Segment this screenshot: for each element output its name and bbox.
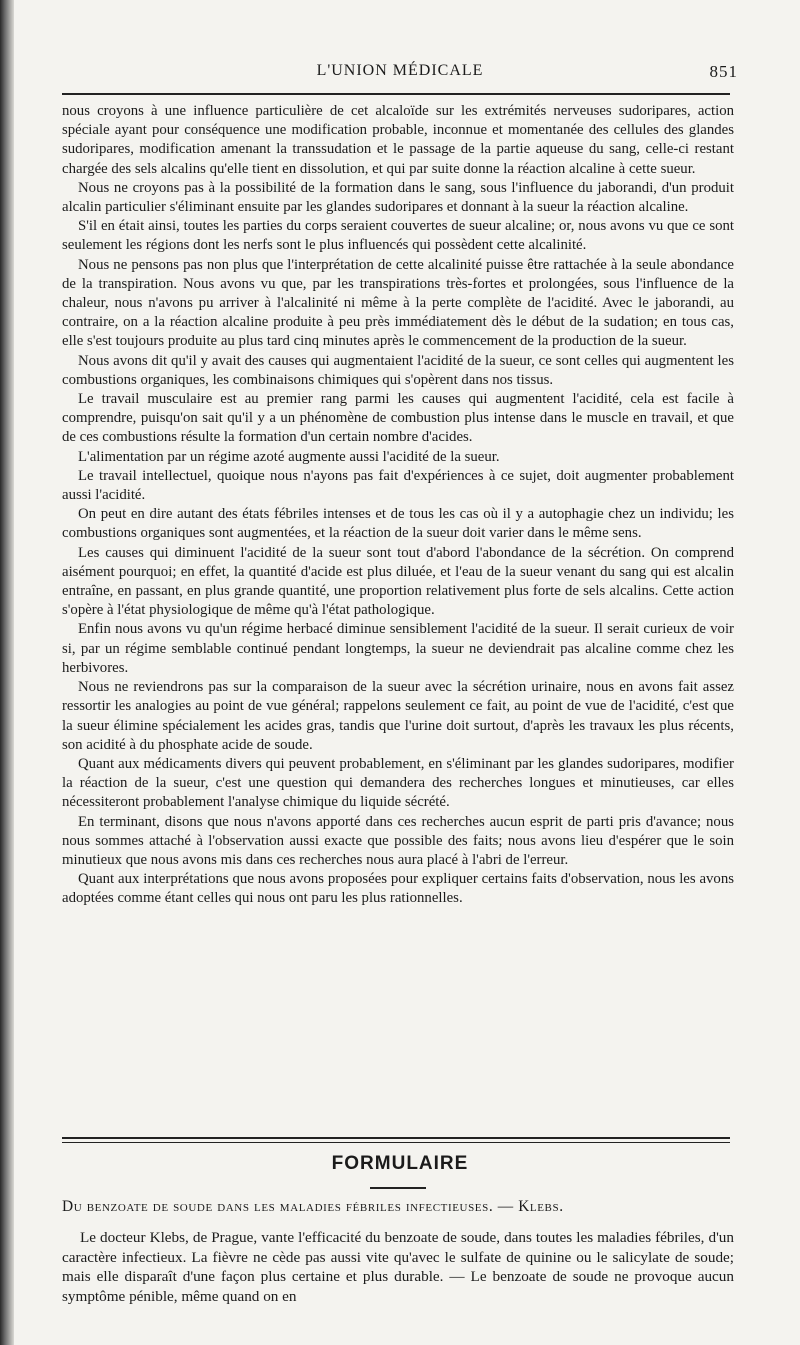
section-divider [62, 1137, 730, 1143]
paragraph: Nous ne pensons pas non plus que l'interprétation de cette alcalinité puisse être rattachée à la seule abondance de la transpiration. Nous avons vu que, par les transpirations très-fortes et prolongées, sous l'influence de la chaleur, nous n'avons pu arriver à l'alcalinité ni même à la perte complète de l'acidité. Avec le jaborandi, au contraire, on a la réaction alcaline produite à peu près immédiatement dès le début de la sudation; en tous cas, elle s'est toujours produite au plus tard cinq minutes après le commencement de la production de la sueur. [62, 256, 734, 350]
header-rule [62, 93, 730, 95]
formulaire-body [62, 1228, 734, 1306]
title-underline [370, 1187, 426, 1189]
paragraph: Quant aux médicaments divers qui peuvent probablement, en s'éliminant par les glandes sudoripares, modifier la réaction de la sueur, c'est une question qui demandera des recherches longues et minutieuses, car elles nécessiteront probablement l'analyse chimique du liquide sécrété. [62, 755, 734, 811]
paragraph: nous croyons à une influence particulière de cet alcaloïde sur les extrémités nerveuses sudoripares, action spéciale ayant pour conséquence une modification probable, inconnue et momentanée des cellules des glandes sudoripares, modification amenant la transsudation et le passage de la partie aqueuse du sang, celle-ci restant chargée des sels alcalins qu'elle tient en dissolution, et qui par suite donne la réaction alcaline à cette sueur. [62, 103, 734, 177]
paragraph: S'il en était ainsi, toutes les parties du corps seraient couvertes de sueur alcaline; or, nous avons vu que ce sont seulement les régions dont les nerfs sont le plus influencés qui possèdent cette alcalinité. [62, 218, 734, 254]
paragraph: Nous avons dit qu'il y avait des causes qui augmentaient l'acidité de la sueur, ce sont celles qui augmentent les combustions organiques, les combinaisons chimiques qui s'opèrent dans nos tissus. [62, 352, 734, 388]
article-body [62, 102, 734, 909]
page-header [62, 58, 738, 84]
paragraph: On peut en dire autant des états fébriles intenses et de tous les cas où il y a autophagie chez un individu; les combustions organiques sont augmentées, et la réaction de la sueur doit varier dans le même sens. [62, 506, 734, 542]
paragraph: Les causes qui diminuent l'acidité de la sueur sont tout d'abord l'abondance de la sécrétion. On comprend aisément pourquoi; en effet, la quantité d'acide est plus diluée, et l'eau de la sueur venant du sang qui est alcalin entraîne, en passant, en plus grande quantité, une proportion relativement plus forte de sels alcalins. Cette action s'opère à l'état physiologique de même qu'à l'état pathologique. [62, 544, 734, 619]
section-title: FORMULAIRE [331, 1153, 469, 1174]
title-separator: — [493, 1198, 519, 1215]
paragraph: Quant aux interprétations que nous avons proposées pour expliquer certains faits d'observation, nous les avons adoptées comme étant celles qui nous ont paru les plus rationnelles. [62, 871, 734, 907]
paragraph: L'alimentation par un régime azoté augmente aussi l'acidité de la sueur. [78, 448, 500, 465]
paragraph: Nous ne reviendrons pas sur la comparaison de la sueur avec la sécrétion urinaire, nous en avons fait assez ressortir les analogies au point de vue général; rappelons seulement ce fait, au point de vue de l'acidité, c'est que la sueur élimine spécialement les acides gras, tandis que l'urine doit surtout, d'après les travaux les plus récents, son acidité à du phosphate acide de soude. [62, 679, 734, 753]
paragraph: Le travail intellectuel, quoique nous n'ayons pas fait d'expériences à ce sujet, doit augmenter probablement aussi l'acidité. [62, 467, 734, 504]
article-author: Klebs. [518, 1198, 564, 1215]
page-binding-shadow [0, 0, 14, 1345]
paragraph: En terminant, disons que nous n'avons apporté dans ces recherches aucun esprit de parti pris d'avance; nous nous sommes attaché à l'observation aussi exacte que possible des faits; nous avons lieu d'espérer que le soin minutieux que nous avons mis dans ces recherches nous aura placé à l'abri de l'erreur. [62, 813, 734, 868]
paragraph: Nous ne croyons pas à la possibilité de la formation dans le sang, sous l'influence du jaborandi, d'un produit alcalin particulier s'éliminant ensuite par les glandes sudoripares et donnant à la sueur la réaction alcaline. [62, 179, 734, 216]
page-number: 851 [709, 62, 738, 81]
paragraph: Le docteur Klebs, de Prague, vante l'efficacité du benzoate de soude, dans toutes les maladies fébriles, d'un caractère infectieux. La fièvre ne cède pas aussi vite qu'avec le sulfate de quinine ou le salicylate de soude; mais elle disparaît d'une façon plus certaine et plus durable. — Le benzoate de soude ne provoque aucun symptôme pénible, même quand on en [62, 1229, 734, 1305]
paragraph: Le travail musculaire est au premier rang parmi les causes qui augmentent l'acidité, cela est facile à comprendre, puisqu'on sait qu'il y a un phénomène de combustion plus intense dans le muscle en travail, et que de ces combustions résulte la formation d'un certain nombre d'acides. [62, 391, 734, 446]
paragraph: Enfin nous avons vu qu'un régime herbacé diminue sensiblement l'acidité de la sueur. Il serait curieux de voir si, par un régime semblable continué pendant longtemps, la sueur ne deviendrait pas alcaline comme chez les herbivores. [62, 621, 734, 676]
article-title-text: Du benzoate de soude dans les maladies fébriles infectieuses. [62, 1198, 494, 1215]
running-title: L'UNION MÉDICALE [316, 62, 484, 79]
article-title [62, 1198, 738, 1216]
